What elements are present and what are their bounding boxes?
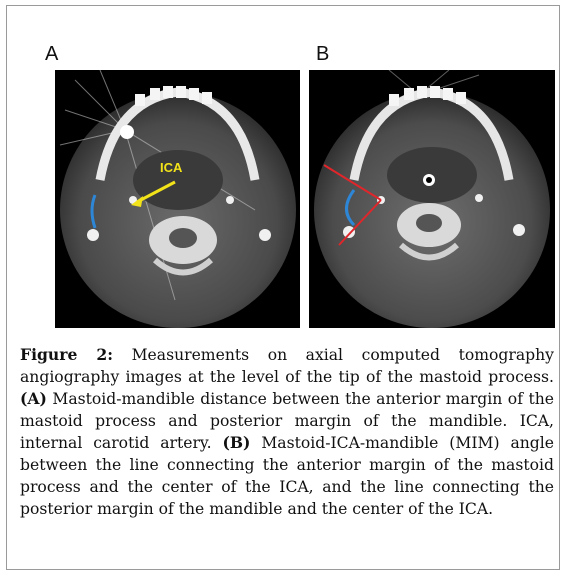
figure-caption bbox=[20, 344, 554, 520]
ct-image-a bbox=[55, 70, 300, 328]
caption-label-b: (B) bbox=[222, 433, 251, 452]
caption-intro: Measurements on axial computed tomography angiography images at the level of the tip of the mastoid process. bbox=[20, 346, 554, 386]
caption-text-a: Mastoid-mandible distance between the anterior margin of the mastoid process and posterior margin of the mandible. ICA, internal carotid artery. bbox=[20, 390, 554, 452]
panel-a-label: A bbox=[45, 43, 59, 65]
panel-b-label: B bbox=[316, 43, 330, 65]
ct-image-b bbox=[309, 70, 555, 328]
caption-figure-label: Figure 2: bbox=[20, 345, 114, 364]
caption-text-b: Mastoid-ICA-mandible (MIM) angle between the line connecting the anterior margin of the mastoid process and the center of the ICA, and the line connecting the posterior margin of the mandible and the center of the ICA. bbox=[20, 434, 554, 518]
caption-label-a: (A) bbox=[20, 389, 47, 408]
ica-annotation: ICA bbox=[160, 160, 183, 175]
